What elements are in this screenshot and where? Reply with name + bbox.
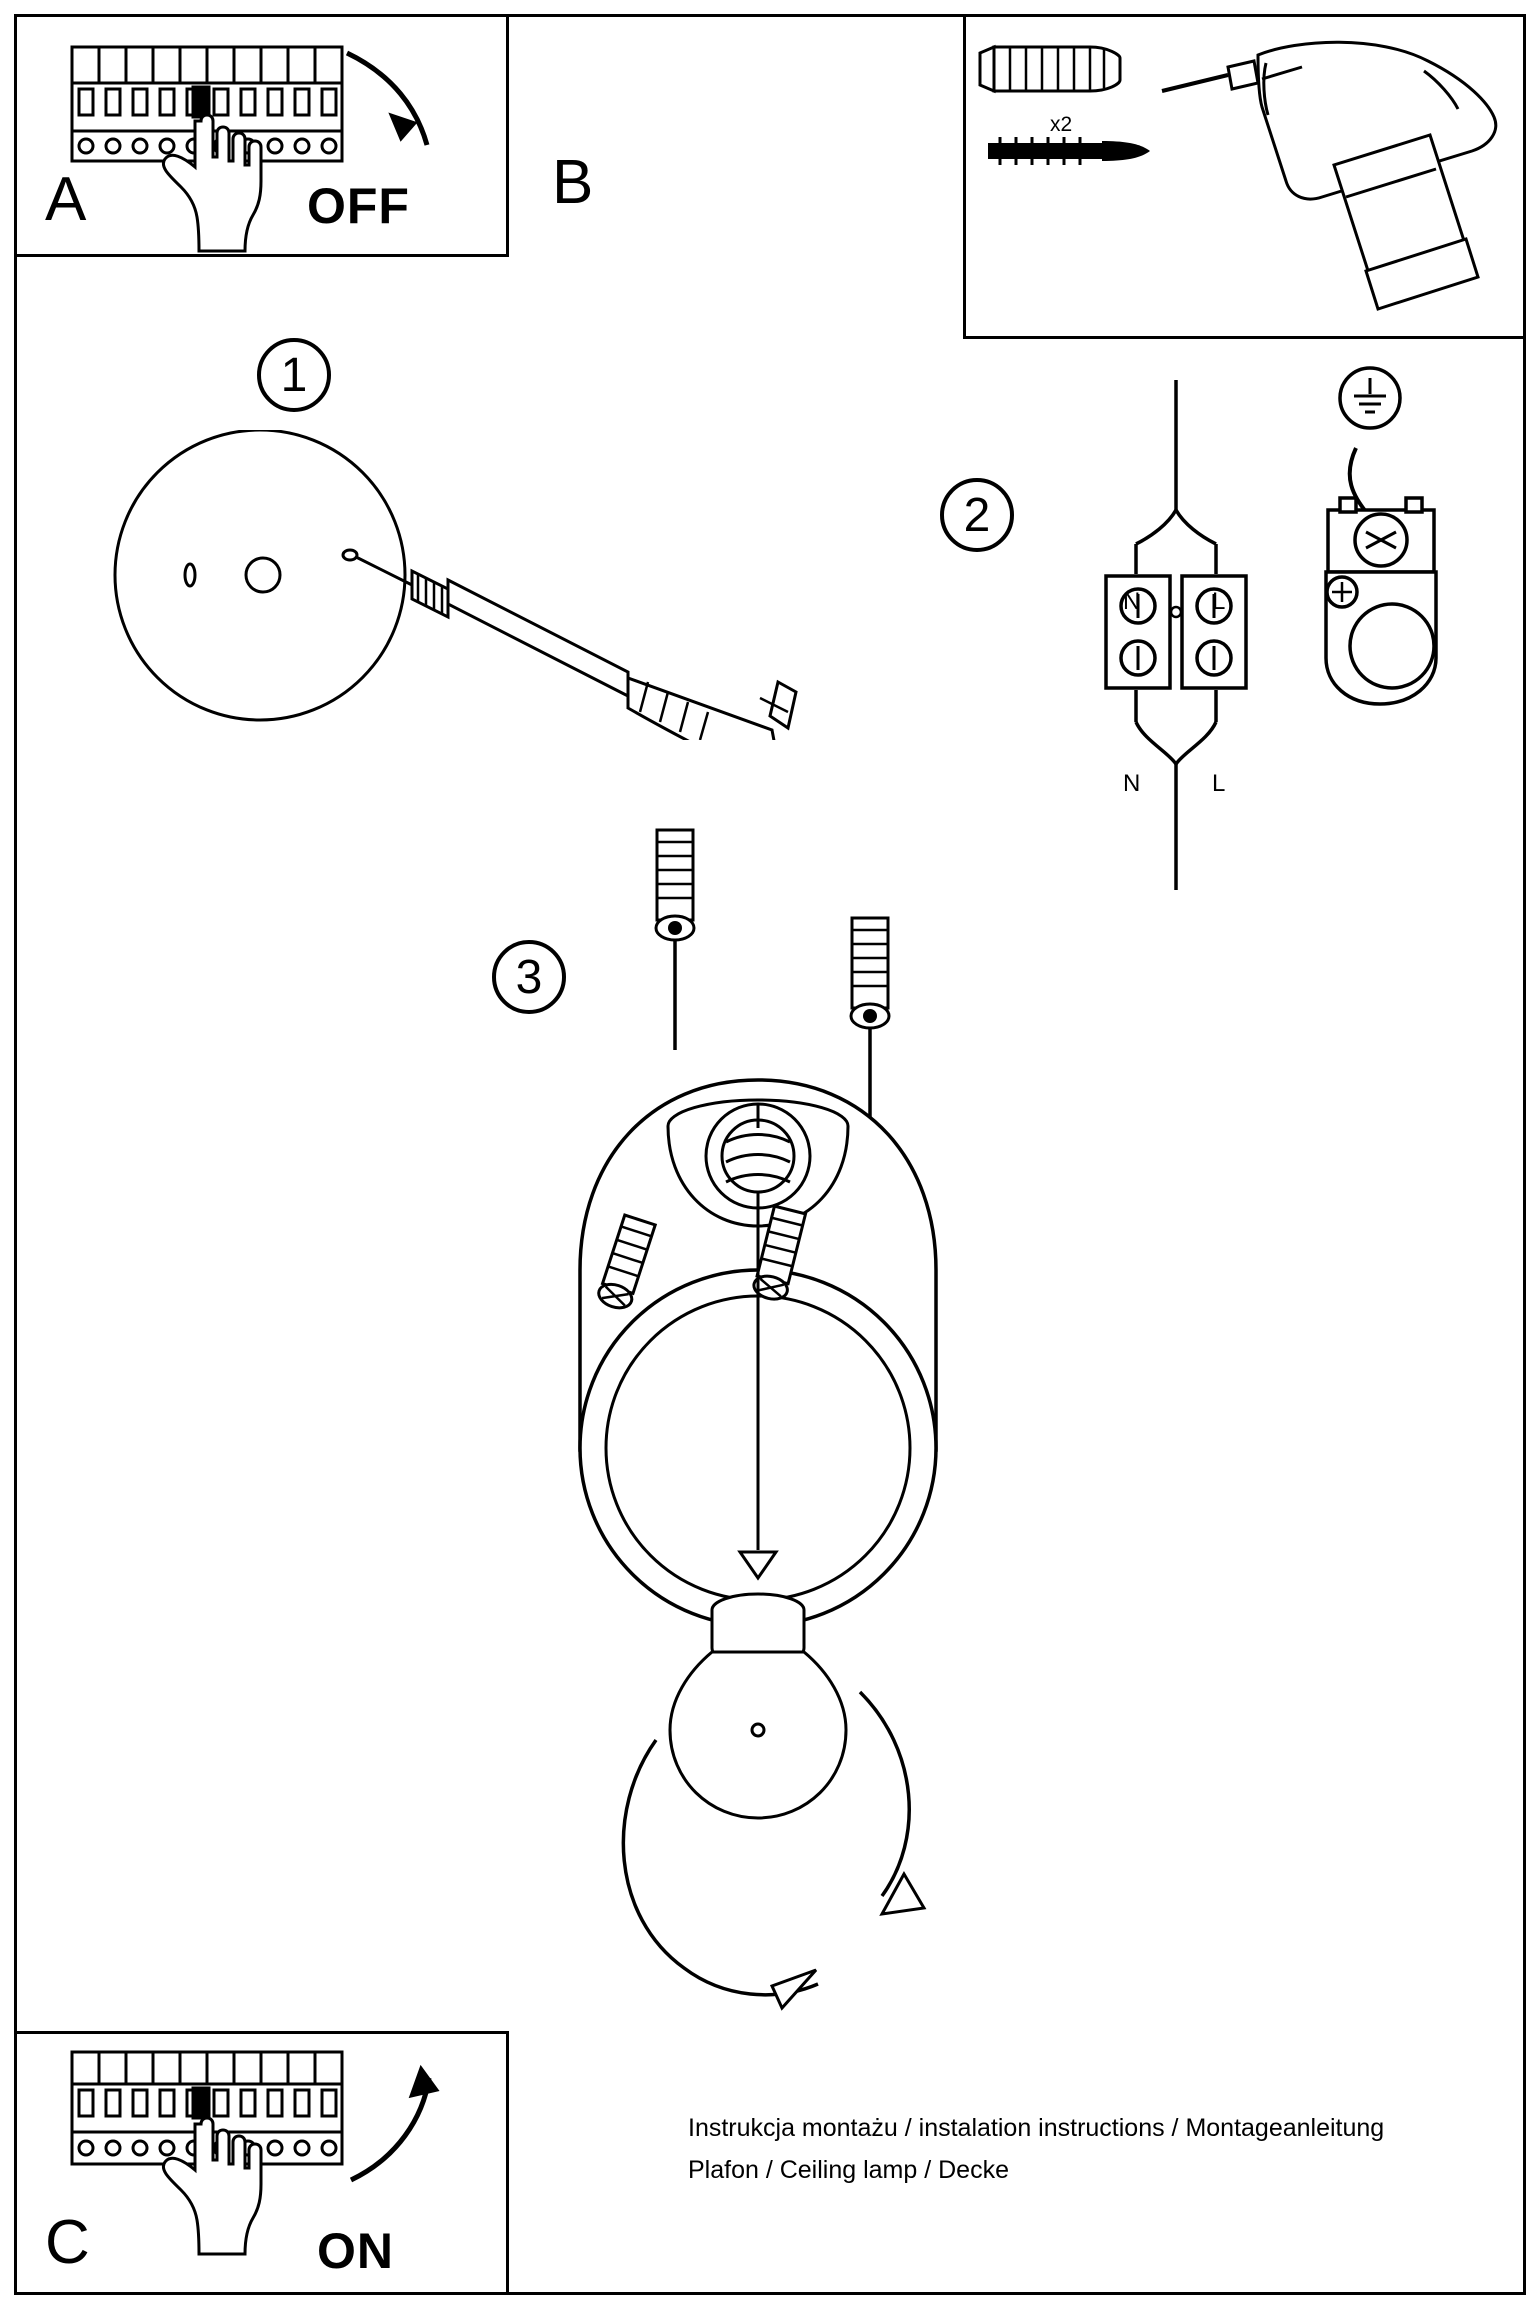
caption-line-2: Plafon / Ceiling lamp / Decke: [688, 2156, 1009, 2184]
panel-b: [963, 14, 1526, 339]
fixings-quantity-label: x2: [1050, 113, 1073, 136]
breaker-on-illustration: [17, 2034, 506, 2292]
panel-c-action-label: ON: [317, 2223, 394, 2279]
terminal-label-n-bottom: N: [1123, 770, 1141, 797]
panel-c: [14, 2031, 509, 2295]
step-2-badge: 2: [940, 478, 1014, 552]
panel-b-letter: B: [552, 148, 594, 217]
terminal-label-l-bottom: L: [1212, 770, 1226, 797]
caption-line-1: Instrukcja montażu / instalation instructions / Montageanleitung: [688, 2114, 1385, 2142]
panel-a: [14, 14, 509, 257]
terminal-label-n-top: N: [1123, 588, 1141, 615]
panel-a-action-label: OFF: [307, 178, 410, 234]
panel-a-letter: A: [45, 165, 87, 234]
terminal-label-l-top: L: [1212, 588, 1226, 615]
step-1-illustration: [60, 430, 820, 740]
breaker-off-illustration: [17, 17, 506, 254]
step-3-illustration: [560, 810, 1180, 2040]
panel-c-letter: C: [45, 2208, 90, 2277]
drill-and-fixings-illustration: [966, 17, 1523, 336]
step-3-badge: 3: [492, 940, 566, 1014]
step-1-badge: 1: [257, 338, 331, 412]
